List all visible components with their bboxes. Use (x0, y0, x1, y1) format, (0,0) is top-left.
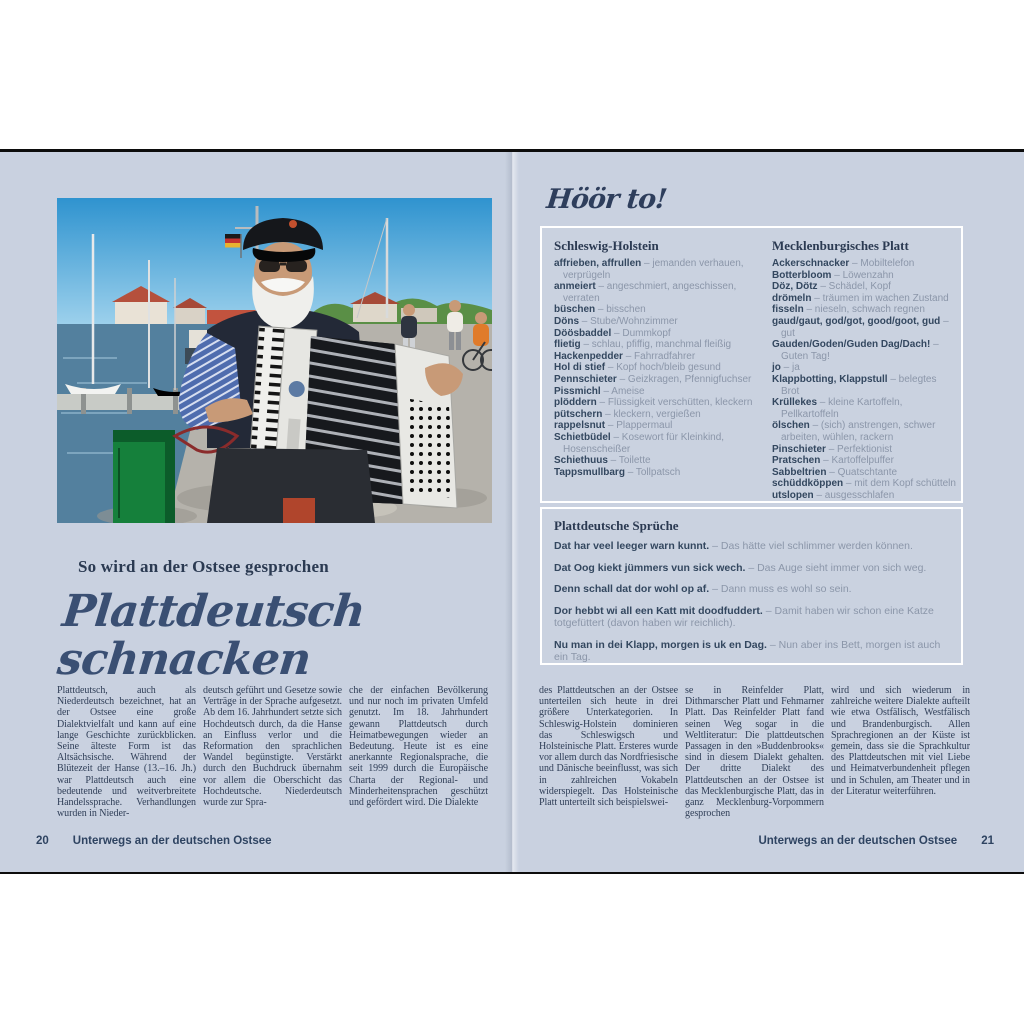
vocab-entry (772, 316, 957, 339)
vocab-definition: – bisschen (595, 304, 646, 316)
vocabulary-box (540, 226, 963, 503)
vocab-entry (772, 270, 957, 282)
vocab-term: Döns (554, 315, 579, 327)
vocab-term: Schiethuus (554, 455, 608, 467)
vocab-definition: – schlau, pfiffig, manchmal fleißig (580, 339, 732, 351)
left-body-columns (57, 685, 488, 819)
saying-platt: Dat har veel leeger warn kunnt. (554, 540, 710, 552)
vocab-entry (554, 386, 762, 398)
vocab-definition: – Kopf hoch/bleib gesund (605, 362, 721, 374)
vocab-column (554, 238, 762, 491)
vocab-column-heading: Schleswig-Holstein (554, 238, 659, 253)
book-spread (0, 152, 1024, 872)
saying-entry (554, 562, 949, 575)
saying-entry (554, 605, 949, 630)
vocab-term: flietig (554, 339, 581, 351)
body-column: des Plattdeutschen an der Ostsee unterteilen sich heute in drei größere Unterkategorien. In Schleswig-Holstein dominieren das Schleswigsch und Holsteinische Platt. Ersteres wurde vor allem durch das Nordfriesische und Dänische beeinflusst, was sich in zahlreichen Vokabeln widerspiegelt. Das Holsteinische Platt unterteilt sich beispielswei- (539, 685, 678, 809)
vocab-term: Pissmichl (554, 385, 601, 397)
vocab-definition: – träumen im wachen Zustand (811, 292, 949, 304)
vocab-term: Döösbaddel (554, 327, 612, 339)
vocab-entry (554, 374, 762, 386)
vocab-term: Schietbüdel (554, 431, 611, 443)
vocab-term: jo (772, 362, 781, 374)
section-kicker: So wird an der Ostsee gesprochen (78, 557, 329, 576)
vocab-term: anmeiert (554, 281, 596, 293)
vocab-entry (554, 467, 762, 479)
vocab-definition: – mit dem Kopf schütteln (843, 478, 956, 490)
vocab-entry (554, 409, 762, 421)
vocab-entry (554, 339, 762, 351)
vocab-definition: – nieseln, schwach regnen (803, 304, 925, 316)
vocab-term: drömeln (772, 292, 812, 304)
vocab-definition: – Ameise (600, 385, 645, 397)
saying-translation: – Das Auge sieht immer von sich weg. (745, 561, 927, 574)
vocab-term: affrieben, affrullen (554, 258, 642, 269)
vocab-term: pütschern (554, 408, 603, 420)
vocab-term: Hol di stief (554, 362, 606, 374)
vocab-definition: – Guten Tag! (781, 339, 939, 362)
vocab-entry (554, 420, 762, 432)
vocab-term: Tappsmullbarg (554, 466, 625, 478)
vocab-entry (772, 478, 957, 490)
vocab-entry (772, 455, 957, 467)
vocab-definition: – Tollpatsch (624, 466, 681, 478)
vocab-definition: – Schädel, Kopf (817, 281, 891, 293)
vocab-entry (772, 258, 957, 270)
vocab-term: Botterbloom (772, 269, 832, 281)
body-column: deutsch geführt und Gesetze sowie Verträge in der Sprache aufgesetzt. Ab dem 16. Jahrhundert setzte sich Hochdeutsch durch, da die Hanse an Einfluss verlor und die Reformation den sprachlichen Wandel begünstigte. Verstärkt durch den Buchdruck übernahm vor allem die Oberschicht das Hochdeutsche. Niederdeutsch wurde zur Spra- (203, 685, 342, 809)
vocab-entry (554, 351, 762, 363)
vocab-term: Krüllekes (772, 397, 818, 409)
vocab-definition: – Kartoffelpuffer (820, 455, 894, 467)
saying-translation: – Nun aber ins Bett, morgen ist auch ein Tag. (554, 638, 941, 663)
vocab-term: Gauden/Goden/Guden Dag/Dach! (772, 339, 931, 351)
vocab-entry (772, 374, 957, 397)
vocab-definition: – gut (781, 315, 949, 339)
vocab-definition: – Quatschtante (826, 466, 898, 478)
vocab-term: schüddköppen (772, 478, 844, 490)
page-title: Plattdeutsch schnacken (54, 586, 367, 686)
saying-translation: – Das hätte viel schlimmer werden können. (709, 540, 913, 552)
vocab-definition: – Kosewort für Kleinkind, Hosenscheißer (563, 431, 725, 455)
vocab-entry (772, 339, 957, 362)
vocab-definition: – Geizkragen, Pfennigfuchser (616, 373, 752, 385)
vocab-term: rappelsnut (554, 420, 606, 432)
vocab-entry (772, 304, 957, 316)
vocab-definition: – Fahrradfahrer (622, 350, 696, 362)
vocab-column (772, 238, 957, 501)
vocab-term: Hackenpedder (554, 350, 623, 362)
saying-translation: – Dann muss es wohl so sein. (709, 583, 852, 595)
saying-platt: Dor hebbt wi all een Katt mit doodfuddert. (554, 604, 763, 617)
vocab-term: Ackerschnacker (772, 258, 850, 269)
vocab-definition: – angeschmiert, angeschissen, verraten (563, 281, 737, 304)
vocab-term: ölschen (772, 420, 810, 432)
vocab-definition: – ausgesschlafen (813, 489, 895, 501)
right-page (512, 152, 1024, 872)
vocab-definition: – Stube/Wohnzimmer (579, 315, 678, 327)
vocab-definition: – ja (780, 362, 800, 374)
vocab-definition: – Löwenzahn (831, 269, 894, 281)
vocab-entry (554, 304, 762, 316)
vocab-term: Pennschieter (554, 373, 617, 385)
vocab-entry (554, 432, 762, 455)
vocab-term: Klappbotting, Klappstull (772, 373, 888, 385)
vocab-definition: – jemanden verhauen, verprügeln (563, 258, 744, 281)
footer-page-number: 20 (36, 835, 49, 847)
center-fold-line (505, 152, 519, 872)
left-page (0, 152, 512, 872)
vocab-term: Sabbeltrien (772, 466, 827, 478)
vocab-term: fisseln (772, 304, 804, 316)
vocab-definition: – belegtes Brot (781, 373, 937, 397)
vocab-definition: – kleckern, vergießen (602, 408, 701, 420)
right-footer (758, 835, 994, 847)
vocab-entry (554, 362, 762, 374)
vocab-term: Döz, Dötz (772, 281, 818, 293)
vocab-entry (772, 420, 957, 443)
vocab-entry (772, 293, 957, 305)
saying-platt: Denn schall dat dor wohl op af. (554, 583, 710, 595)
vocab-entry (772, 281, 957, 293)
left-footer (36, 835, 272, 847)
saying-platt: Dat Oog kiekt jümmers vun sick wech. (554, 561, 746, 574)
body-column: Plattdeutsch, auch als Niederdeutsch bezeichnet, hat an der Ostsee eine große Dialektvielfalt und kann auf eine lange Geschichte zurückblicken. Seine älteste Form ist das Altsächsische. Während der Blütezeit der Hanse (13.–16. Jh.) war Plattdeutsch auch eine bedeutende und weitverbreitete Handelssprache. Verhandlungen wurden in Nieder- (57, 685, 196, 820)
vocab-entry (554, 455, 762, 467)
saying-entry (554, 583, 949, 596)
vocab-term: utslopen (772, 489, 814, 501)
vocab-definition: – (sich) anstrengen, schwer arbeiten, wühlen, rackern (781, 420, 936, 443)
footer-book-title: Unterwegs an der deutschen Ostsee (758, 835, 958, 847)
vocab-definition: – Mobiltelefon (849, 258, 915, 269)
vocab-entry (554, 281, 762, 304)
vocab-term: gaud/gaut, god/got, good/goot, gud (772, 315, 941, 327)
saying-entry (554, 540, 949, 553)
vocab-entry (772, 362, 957, 374)
sayings-heading: Plattdeutsche Sprüche (554, 518, 679, 533)
body-column: se in Reinfelder Platt, Dithmarscher Platt und Fehmarner Platt. Das Reinfelder Platt fand seinen Weg sogar in die Weltliteratur: Die plattdeutschen Passagen in den »Buddenbrooks« sind in diesem Dialekt gehalten. Der dritte Dialekt des Plattdeutschen an der Ostsee ist das Mecklenburgische Platt, das in ganz Mecklenburg-Vorpommern gesprochen (685, 685, 824, 820)
saying-platt: Nu man in dei Klapp, morgen is uk en Dag. (554, 638, 767, 651)
vocab-term: büschen (554, 304, 596, 316)
saying-entry (554, 639, 949, 664)
vocab-term: Pratschen (772, 455, 821, 467)
vocab-definition: – Flüssigkeit verschütten, kleckern (596, 397, 753, 409)
vocab-entry (772, 467, 957, 479)
vocab-entry (554, 397, 762, 409)
vocab-definition: – kleine Kartoffeln, Pellkartoffeln (781, 397, 903, 420)
vocab-term: plöddern (554, 397, 597, 409)
harbor-accordion-photo (57, 198, 492, 523)
right-body-columns (539, 685, 971, 819)
footer-book-title: Unterwegs an der deutschen Ostsee (72, 835, 272, 847)
hoor-to-heading: Höör to! (545, 184, 668, 215)
vocab-definition: – Plappermaul (605, 420, 673, 432)
vocab-entry (772, 490, 957, 502)
vocab-entry (554, 258, 762, 281)
vocab-entry (772, 444, 957, 456)
sayings-box (540, 507, 963, 665)
vocab-column-heading: Mecklenburgisches Platt (772, 238, 909, 253)
vocab-term: Pinschieter (772, 443, 826, 455)
vocab-entry (554, 328, 762, 340)
vocab-entry (772, 397, 957, 420)
vocab-definition: – Perfektionist (825, 443, 893, 455)
vocab-entry (554, 316, 762, 328)
body-column: wird und sich wiederum in zahlreiche weitere Dialekte aufteilt wie etwa Ostfälisch, Westfälisch und Brandenburgisch. Allen Sprachregionen an der Küste ist gemein, dass sie die Sprachkultur des Plattdeutschen mit viel Liebe und Heimatverbundenheit pflegen und in Schulen, am Theater und in der Literatur weiterführen. (831, 685, 970, 797)
footer-page-number: 21 (981, 835, 994, 847)
saying-translation: – Damit haben wir schon eine Katze totgefüttert (davon haben wir reichlich). (554, 604, 934, 629)
body-column: che der einfachen Bevölkerung und nur noch im privaten Umfeld genutzt. Im 18. Jahrhundert gewann Plattdeutsch durch Heimatbewegungen wieder an Bedeutung. Heute ist es eine anerkannte Regionalsprache, die seit 1999 durch die Europäische Charta der Regional- und Minderheitensprachen geschützt und gefördert wird. Die Dialekte (349, 685, 488, 809)
vocab-definition: – Toilette (607, 455, 651, 467)
vocab-definition: – Dummkopf (611, 327, 671, 339)
